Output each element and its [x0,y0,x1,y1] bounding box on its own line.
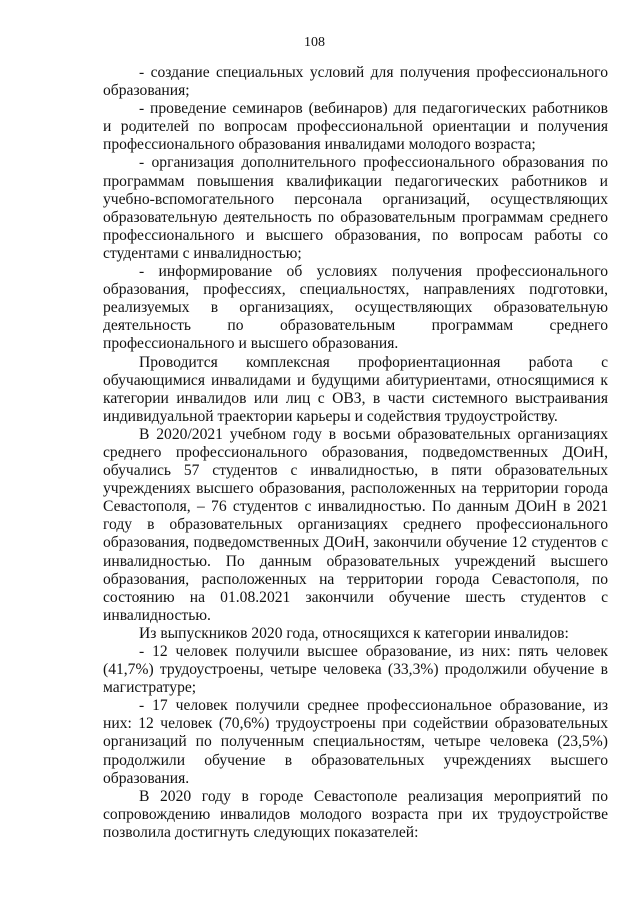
paragraph-vocational-graduates: - 17 человек получили среднее профессиональное образование, из них: 12 человек (70,6%) трудоустроены при содействии образовательных организаций по полученным специальностям, четыре человека (23,5%) продолжили обучение в образовательных учреждениях высшего образования. [103,697,608,787]
paragraph-career-guidance: Проводится комплексная профориентационная работа с обучающимися инвалидами и будущими абитуриентами, относящимися к категории инвалидов или лиц с ОВЗ, в части системного выстраивания индивидуальной траектории карьеры и содействия трудоустройству. [103,353,608,425]
paragraph-informing: - информирование об условиях получения профессионального образования, профессиях, специальностях, направлениях подготовки, реализуемых в организациях, осуществляющих образовательную деятельность по образовательным программам среднего профессионального и высшего образования. [103,263,608,353]
paragraph-student-statistics: В 2020/2021 учебном году в восьми образовательных организациях среднего профессионального образования, подведомственных ДОиН, обучались 57 студентов с инвалидностью, в пяти образовательных учреждениях высшего образования, расположенных на территории города Севастополя, – 76 студентов с инвалидностью. По данным ДОиН в 2021 году в образовательных организациях среднего профессионального образования, подведомственных ДОиН, закончили обучение 12 студентов с инвалидностью. По данным образовательных учреждений высшего образования, расположенных на территории города Севастополя, по состоянию на 01.08.2021 закончили обучение шесть студентов с инвалидностью. [103,425,608,624]
paragraph-employment-results: В 2020 году в городе Севастополе реализация мероприятий по сопровождению инвалидов молодого возраста при их трудоустройстве позволила достигнуть следующих показателей: [103,787,608,841]
paragraph-additional-education: - организация дополнительного профессионального образования по программам повышения квалификации педагогических работников и учебно-вспомогательного персонала организаций, осуществляющих образовательную деятельность по образовательным программам среднего профессионального и высшего образования, по вопросам работы со студентами с инвалидностью; [103,154,608,262]
paragraph-special-conditions: - создание специальных условий для получения профессионального образования; [103,64,608,100]
paragraph-seminars: - проведение семинаров (вебинаров) для педагогических работников и родителей по вопросам профессиональной ориентации и получения профессионального образования инвалидами молодого возраста; [103,100,608,154]
page-number: 108 [304,35,325,50]
paragraph-graduates-intro: Из выпускников 2020 года, относящихся к категории инвалидов: [139,624,569,642]
document-body [103,64,608,842]
paragraph-higher-education-graduates: - 12 человек получили высшее образование, из них: пять человек (41,7%) трудоустроены, четыре человека (33,3%) продолжили обучение в магистратуре; [103,643,608,697]
